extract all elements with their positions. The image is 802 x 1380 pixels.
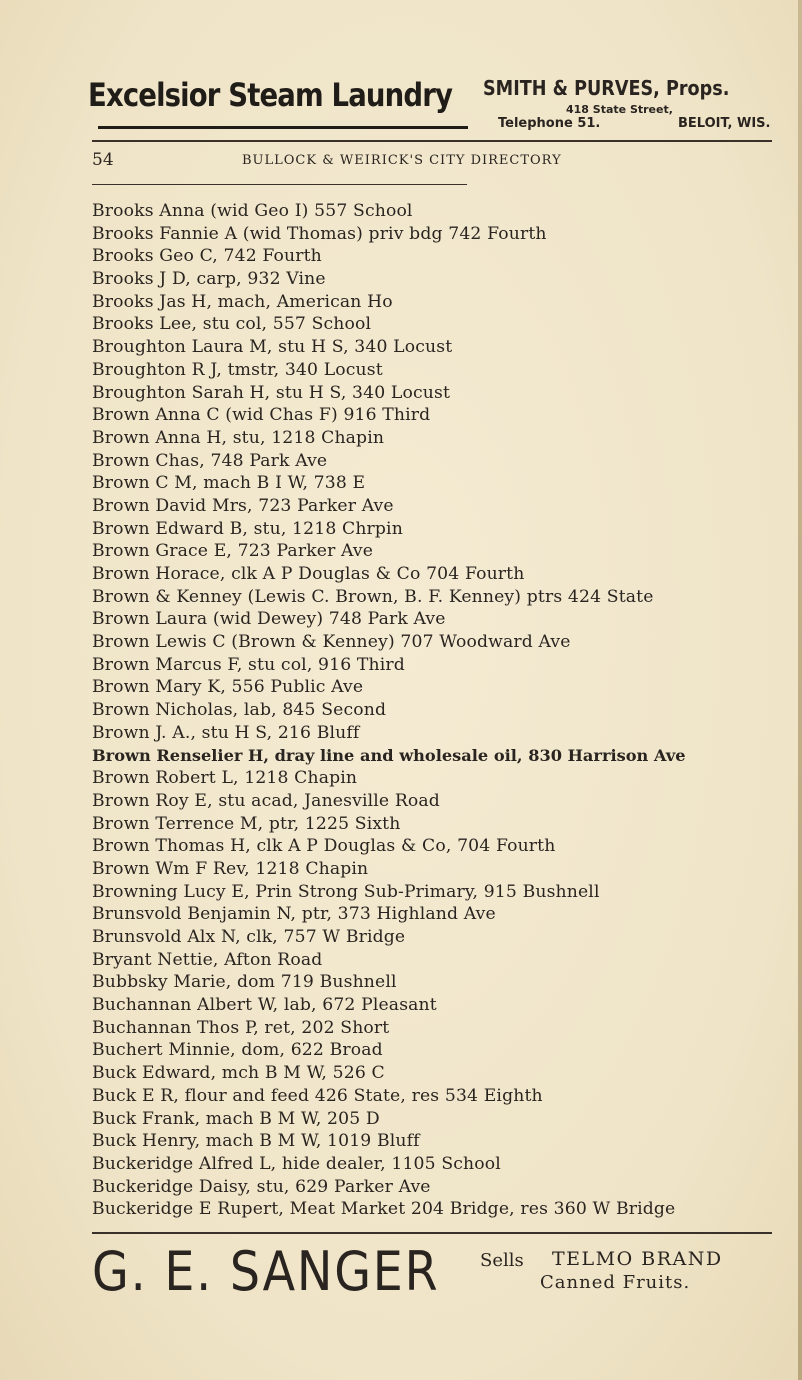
directory-entry: Buchert Minnie, dom, 622 Broad (92, 1040, 383, 1061)
directory-entry: Brown Wm F Rev, 1218 Chapin (92, 858, 369, 879)
directory-entry: Brown J. A., stu H S, 216 Bluff (92, 722, 360, 743)
product-brand: TELMO BRAND (552, 1248, 723, 1270)
directory-entry: Brown Grace E, 723 Parker Ave (92, 541, 374, 562)
page-number: 54 (92, 150, 114, 170)
directory-entry: Brown Marcus F, stu col, 916 Third (92, 654, 405, 675)
footer-advertisement (92, 1240, 782, 1310)
directory-entry: Brown Laura (wid Dewey) 748 Park Ave (92, 609, 446, 630)
directory-entry: Brunsvold Benjamin N, ptr, 373 Highland Ave (92, 904, 496, 925)
directory-entry: Brown Nicholas, lab, 845 Second (92, 700, 387, 721)
sells-label: Sells (480, 1250, 524, 1271)
product-name: Canned Fruits. (540, 1272, 691, 1293)
directory-entry: Bryant Nettie, Afton Road (92, 949, 323, 970)
directory-entry: Buckeridge Alfred L, hide dealer, 1105 School (92, 1153, 501, 1174)
directory-entry: Brown Chas, 748 Park Ave (92, 450, 328, 471)
directory-entry: Brown Anna H, stu, 1218 Chapin (92, 427, 385, 448)
ad-address: 418 State Street, (566, 103, 673, 116)
directory-entry: Brown Robert L, 1218 Chapin (92, 768, 358, 789)
directory-entry: Brunsvold Alx N, clk, 757 W Bridge (92, 927, 406, 947)
directory-entry: Buckeridge E Rupert, Meat Market 204 Bridge, res 360 W Bridge (92, 1199, 676, 1220)
directory-entry: Brown Terrence M, ptr, 1225 Sixth (92, 813, 401, 834)
directory-entry: Browning Lucy E, Prin Strong Sub-Primary, 915 Bushnell (92, 881, 600, 902)
directory-entry: Buchannan Thos P, ret, 202 Short (92, 1017, 390, 1038)
directory-entry: Brown Thomas H, clk A P Douglas & Co, 704 Fourth (92, 836, 556, 857)
directory-entry: Buckeridge Daisy, stu, 629 Parker Ave (92, 1176, 431, 1197)
directory-entry: Buck Edward, mch B M W, 526 C (92, 1063, 385, 1084)
directory-entry: Brooks J D, carp, 932 Vine (92, 269, 326, 290)
sanger-name: G. E. SANGER (92, 1240, 440, 1303)
directory-entry: Brown Horace, clk A P Douglas & Co 704 Fourth (92, 564, 525, 584)
directory-entry: Broughton R J, tmstr, 340 Locust (92, 359, 383, 380)
directory-entry: Brooks Jas H, mach, American Ho (92, 291, 393, 312)
directory-entry: Brooks Anna (wid Geo I) 557 School (92, 201, 413, 221)
directory-entry: Broughton Sarah H, stu H S, 340 Locust (92, 382, 451, 403)
header-advertisement (88, 70, 778, 140)
laundry-brand: Excelsior Steam Laundry (88, 76, 453, 114)
ad-city: BELOIT, WIS. (678, 116, 771, 131)
directory-entry: Brooks Lee, stu col, 557 School (92, 314, 372, 335)
directory-title: BULLOCK & WEIRICK'S CITY DIRECTORY (242, 153, 562, 168)
directory-entries (92, 200, 782, 1221)
directory-entry: Brown C M, mach B I W, 738 E (92, 473, 366, 494)
directory-entry: Brown & Kenney (Lewis C. Brown, B. F. Kenney) ptrs 424 State (92, 586, 654, 607)
directory-entry: Buck E R, flour and feed 426 State, res 534 Eighth (92, 1085, 543, 1106)
running-head (92, 150, 772, 174)
brand-underline (98, 126, 468, 129)
title-divider (92, 184, 467, 185)
directory-entry: Buck Henry, mach B M W, 1019 Bluff (92, 1131, 420, 1152)
proprietors: SMITH & PURVES, Props. (483, 76, 730, 100)
directory-entry: Brown Roy E, stu acad, Janesville Road (92, 790, 440, 811)
directory-entry: Broughton Laura M, stu H S, 340 Locust (92, 337, 453, 358)
directory-entry: Brown Anna C (wid Chas F) 916 Third (92, 405, 431, 426)
directory-entry: Brown Lewis C (Brown & Kenney) 707 Woodward Ave (92, 632, 571, 653)
page-edge (798, 0, 802, 1380)
directory-entry: Brown Renselier H, dray line and wholesale oil, 830 Harrison Ave (92, 745, 686, 765)
directory-entry: Brown Mary K, 556 Public Ave (92, 677, 364, 698)
directory-entry: Brown Edward B, stu, 1218 Chrpin (92, 518, 403, 539)
directory-entry: Brown David Mrs, 723 Parker Ave (92, 495, 394, 516)
directory-entry: Buchannan Albert W, lab, 672 Pleasant (92, 995, 437, 1016)
ad-telephone: Telephone 51. (498, 116, 601, 131)
footer-divider (92, 1232, 772, 1234)
directory-entry: Brooks Fannie A (wid Thomas) priv bdg 742 Fourth (92, 223, 547, 244)
header-divider (92, 140, 772, 142)
directory-entry: Brooks Geo C, 742 Fourth (92, 246, 322, 267)
directory-entry: Buck Frank, mach B M W, 205 D (92, 1108, 380, 1129)
directory-entry: Bubbsky Marie, dom 719 Bushnell (92, 972, 397, 993)
